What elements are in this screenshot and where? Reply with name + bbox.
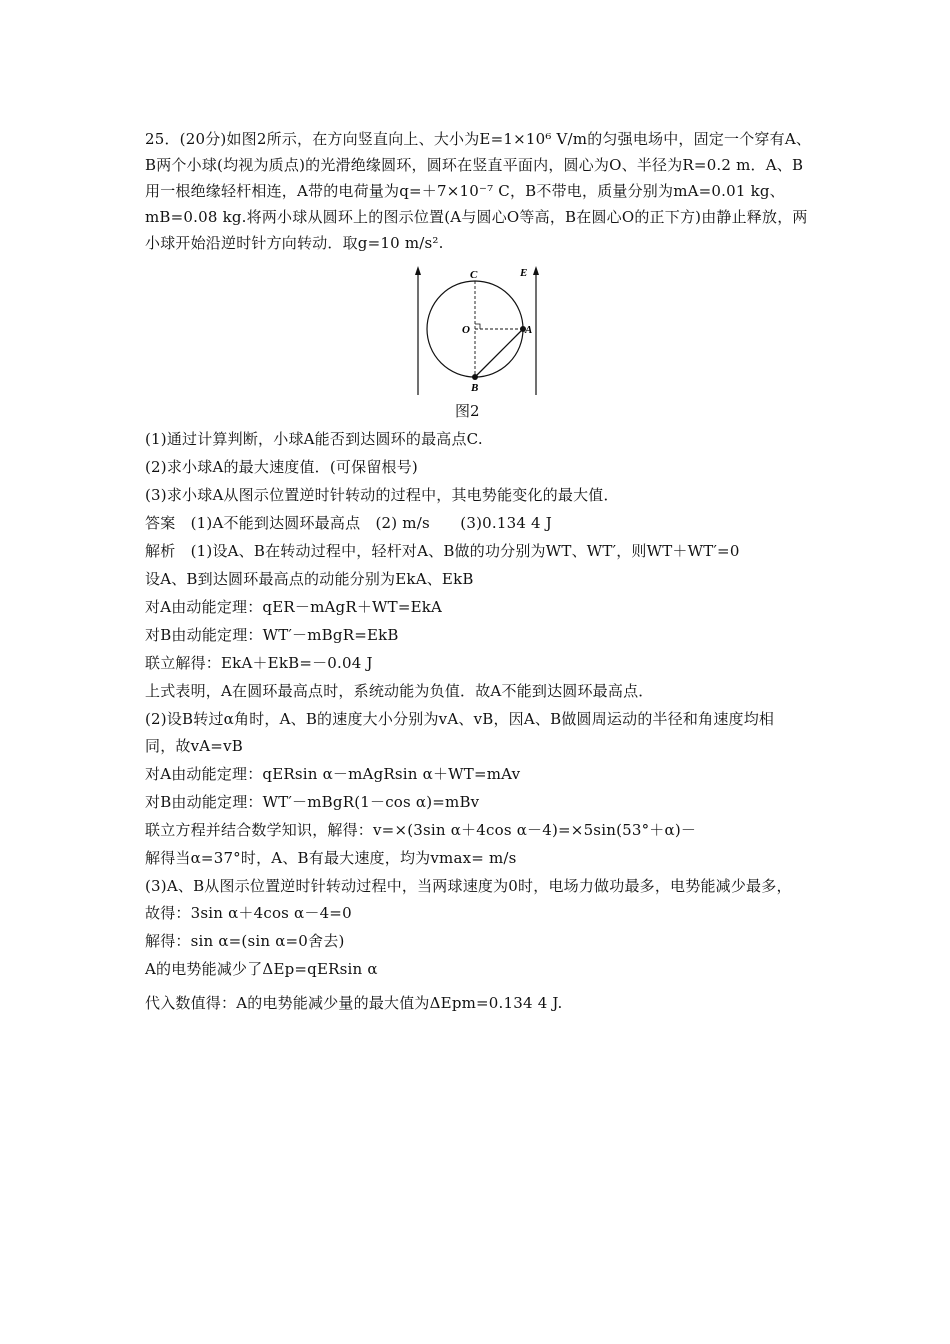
- label-e: E: [520, 267, 528, 279]
- solution-line: 解得当α=37°时，A、B有最大速度，均为vmax= m/s: [145, 849, 517, 867]
- solution-line: 对B由动能定理：WT′－mBgR(1－cos α)=mBv: [145, 793, 480, 811]
- solution-line: 同，故vA=vB: [145, 737, 243, 755]
- rod-ab: [475, 329, 523, 377]
- question-1: (1)通过计算判断，小球A能否到达圆环的最高点C.: [145, 430, 483, 448]
- solution-line: 联立方程并结合数学知识，解得：v=×(3sin α＋4cos α－4)=×5sin(53°＋α)－: [145, 821, 697, 839]
- solution-line: A的电势能减少了ΔEp=qERsin α: [145, 960, 378, 978]
- solution-line: 对A由动能定理：qERsin α－mAgRsin α＋WT=mAv: [145, 765, 521, 783]
- solution-line: 对B由动能定理：WT′－mBgR=EkB: [145, 626, 399, 644]
- solution-line: 故得：3sin α＋4cos α－4=0: [145, 904, 352, 922]
- solution-line: 解得：sin α=(sin α=0舍去): [145, 932, 345, 950]
- solution-line: 解析 (1)设A、B在转动过程中，轻杆对A、B做的功分别为WT、WT′，则WT＋WT′=0: [145, 542, 740, 560]
- right-angle-mark: [475, 324, 480, 329]
- solution-line: 对A由动能定理：qER－mAgR＋WT=EkA: [145, 598, 443, 616]
- ball-b: [472, 374, 478, 380]
- field-arrow-right: [533, 266, 539, 275]
- solution-line: (3)A、B从图示位置逆时针转动过程中，当两球速度为0时，电场力做功最多，电势能减少最多，: [145, 877, 792, 895]
- solution-line: 设A、B到达圆环最高点的动能分别为EkA、EkB: [145, 570, 474, 588]
- label-c: C: [470, 269, 478, 281]
- figure-caption: 图2: [455, 402, 480, 420]
- solution-line: 上式表明，A在圆环最高点时，系统动能为负值．故A不能到达圆环最高点．: [145, 682, 654, 700]
- label-b: B: [471, 382, 479, 394]
- solution-line: (2)设B转过α角时，A、B的速度大小分别为vA、vB，因A、B做圆周运动的半径和角速度均相: [145, 710, 775, 728]
- label-a: A: [525, 324, 533, 336]
- label-o: O: [462, 324, 470, 336]
- question-3: (3)求小球A从图示位置逆时针转动的过程中，其电势能变化的最大值．: [145, 486, 619, 504]
- figure-2-circle-diagram: [410, 265, 550, 400]
- problem-stem: 25．(20分)如图2所示，在方向竖直向上、大小为E=1×10⁶ V/m的匀强电场中，固定一个穿有A、B两个小球(均视为质点)的光滑绝缘圆环，圆环在竖直平面内，圆心为O、半径为R=0.2 m．A、B用一根绝缘轻杆相连，A带的电荷量为q=＋7×10⁻⁷ C，B不带电，质量分别为mA=0.01 kg、mB=0.08 kg.将两小球从圆环上的图示位置(A与圆心O等高，B在圆心O的正下方)由静止释放，两小球开始沿逆时针方向转动．取g=10 m/s².: [145, 130, 812, 252]
- solution-line: 代入数值得：A的电势能减少量的最大值为ΔEpm=0.134 4 J.: [145, 994, 563, 1012]
- solution-line: 联立解得：EkA＋EkB=－0.04 J: [145, 654, 373, 672]
- field-arrow-left: [415, 266, 421, 275]
- answer-summary: 答案 (1)A不能到达圆环最高点 (2) m/s (3)0.134 4 J: [145, 514, 552, 532]
- question-2: (2)求小球A的最大速度值．(可保留根号): [145, 458, 418, 476]
